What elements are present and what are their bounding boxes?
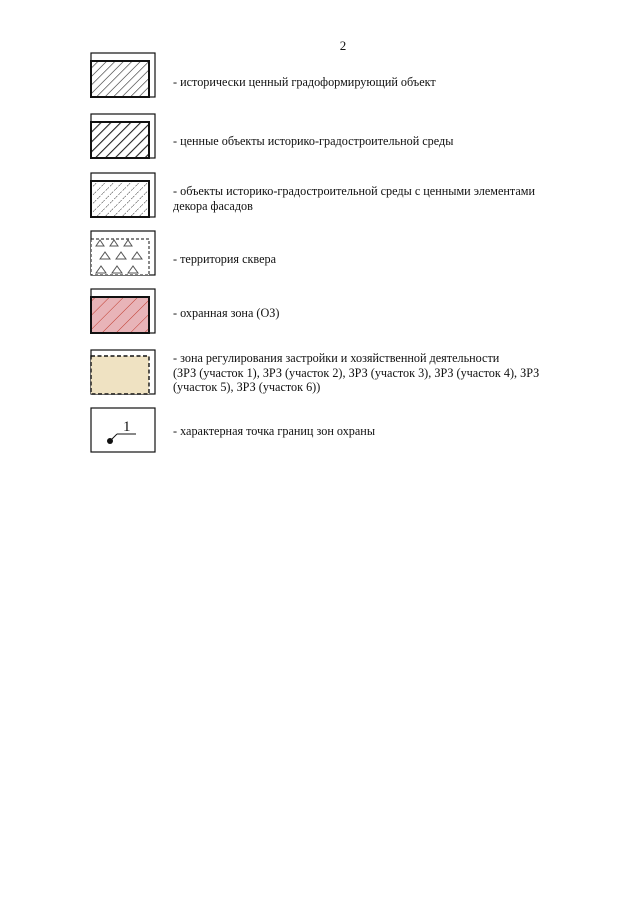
legend-text-square-territory: - территория сквера [173, 252, 277, 266]
page-number: 2 [339, 38, 347, 53]
legend-text-boundary-point: - характерная точка границ зон охраны [173, 424, 376, 438]
legend-text-line: декора фасадов [173, 198, 253, 213]
decor-object-hatch-swatch [90, 172, 156, 216]
legend-text-line: - зона регулирования застройки и хозяйственной деятельности [173, 351, 500, 365]
legend-text-regulation-zone [173, 351, 581, 395]
legend-text-valuable-object: - ценные объекты историко-градостроительной среды [173, 134, 454, 148]
legend-text-protection-zone: - охранная зона (ОЗ) [173, 306, 280, 320]
legend-text-decor-object [173, 184, 581, 213]
legend-text-line: (ЗРЗ (участок 1), ЗРЗ (участок 2), ЗРЗ (участок 3), ЗРЗ (участок 4), ЗРЗ [173, 365, 540, 380]
boundary-point-label: 1 [123, 419, 131, 435]
regulation-zone-swatch [90, 349, 156, 393]
historic-object-hatch-swatch [90, 52, 156, 96]
boundary-point-swatch [90, 407, 156, 451]
protection-zone-swatch [90, 288, 156, 332]
legend-text-historic-object: - исторически ценный градоформирующий объект [173, 75, 436, 89]
legend-text-line: (участок 5), ЗРЗ (участок 6)) [173, 380, 321, 394]
valuable-object-hatch-swatch [90, 113, 156, 157]
square-territory-triangles-swatch [90, 230, 156, 274]
legend-text-line: - объекты историко-градостроительной среды с ценными элементами [173, 184, 535, 198]
